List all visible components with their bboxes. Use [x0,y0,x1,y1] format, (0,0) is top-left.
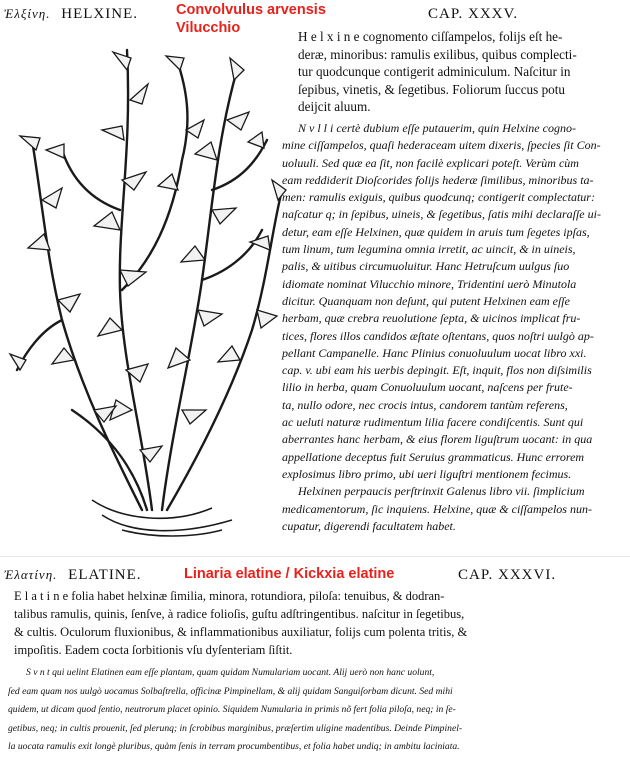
text-line: deræ, minoribus: ramulis exilibus, quibus complecti- [298,46,577,62]
comment-line: ta, nullo odore, nec crocis intus, candorem tantùm referens, [282,397,568,412]
text-line: impoſitis. Eadem cocta ſorbitionis vſu dyſenteriam ſiſtit. [14,643,293,657]
chapter-header-2 [4,567,142,584]
comment-line: tum linum, tum legumina omnia irretit, ac uincit, & in uineis, [282,242,576,257]
section-divider [0,556,630,557]
identification-label: Linaria elatine / Kickxia elatine [184,566,395,582]
comment-line: dicitur. Quanquam non deſunt, qui putent Helxinen eam eſſe [282,293,570,308]
commentary-block-2 [8,664,462,757]
comment-line: eam reddiderit Dioſcorides folijs hederæ ſimilibus, minoribus ta- [282,172,594,187]
comment-line: mine ciſſampelos, quaſi hederaceam uitem dixeris, ſpecies ſit Con- [282,138,601,153]
latin-name: HELXINE. [61,6,138,22]
comment-line: men: ramulis exiguis, quibus quodcunq; contigerit complectatur: [282,190,595,205]
comment-line: palis, & uitibus circumuoluitur. Hanc Hetruſcum uulgus ſuo [282,259,570,274]
comment-line: Helxinen perpaucis perſtrinxit Galenus libro vii. ſimplicium [298,484,585,499]
comment-line: la uocata ramulis exit longè pluribus, quàm ſenis in terram procumbentibus, et folia habet undiq; in ambitu laciniata. [8,741,460,752]
comment-line: medicamentorum, ſic inquiens. Helxine, quæ & ciſſampelos nun- [282,501,592,516]
comment-line: appellatione deceptus fuit Seruius grammaticus. Hunc errorem [282,449,585,464]
text-line: ſepibus, vinetis, & ſegetibus. Foliorum ſuccus potu [298,81,566,97]
chapter-number: CAP. XXXVI. [458,567,557,583]
chapter-number: CAP. XXXV. [428,6,519,22]
main-text-block-1 [298,28,577,116]
plant-woodcut-illustration [2,30,292,540]
comment-line: pellant Campanelle. Hanc Plinius conuoluulum uocat libro xxi. [282,345,587,360]
comment-line: naſcatur q; in ſepibus, uineis, & ſegetibus, ſatis mihi declaraſſe ui- [282,207,601,222]
comment-line: aberrantes hanc herbam, & eius florem liguſtrum uocant: in qua [282,432,593,447]
comment-line: quidem, ut dicam quod ſentio, neutrorum placet opinio. Siquidem Numularia in primis nõ fert folia piloſa, neq; in ſe- [8,704,456,715]
comment-line: explosimus libro primo, ubi ueri liguſtri mentionem fecimus. [282,466,572,481]
greek-name: Ἐλατίνη. [4,567,58,582]
commentary-block-1 [282,120,601,535]
text-line: tur quodcunque contigerit adminiculum. Naſcitur in [298,64,571,79]
text-line: H e l x i n e cognomento ciſſampelos, folijs eſt he- [298,29,563,44]
comment-line: S v n t qui uelint Elatinen eam eſſe plantam, quam quidam Numulariam uocant. Alij uerò non hanc uolunt, [26,667,435,678]
comment-line: ac ueluti naturæ rudimentum lilia facere condiſcentis. Sunt qui [282,415,584,430]
comment-line: cap. v. ubi eam his uerbis depingit. Eſt, inquit, flos non diſsimilis [282,363,592,378]
comment-line: getibus, neq; in cultis prouenit, ſed plerunq; in ſcrobibus marginibus, præſertim uligine madentibus. Deinde Pimpinel- [8,722,463,734]
text-line: & cultis. Oculorum fluxionibus, & inflammationibus auxiliatur, folijs cum polenta tritis, & [14,625,468,639]
chapter-header-1 [4,6,138,23]
comment-line: herbam, quæ crebra reuolutione ſepta, & uicinos implicat fru- [282,311,581,326]
text-line: talibus ramulis, quinis, ſenſve, à radice folioſis, guſtu adſtringentibus. naſcitur in ſegetibus, [14,607,465,621]
comment-line: idiomate nominat Vilucchio minore, Tridentini uerò Minutola [282,276,577,291]
main-text-block-2 [14,587,467,659]
comment-line: tices, flores illos candidos æſtate oſtentans, quos noſtri uulgò ap- [282,328,594,343]
comment-line: lilio in herba, quam Conuoluulum uocant, naſcens per frute- [282,380,573,395]
identification-label: Convolvulus arvensis [176,2,326,18]
latin-name: ELATINE. [68,567,142,583]
greek-name: Ἐλξίνη. [4,6,51,21]
comment-line: ſed eam quam nos uulgò uocamus Solbaſtrella, officinæ Pimpinellam, & alij quidam Sanguiſorbam dicunt. Sed mihi [8,685,453,697]
comment-line: detur, eam eſſe Helxinen, quæ quidem in aruis tum ſegetes ipſas, [282,224,590,239]
identification-label-common: Vilucchio [176,20,241,36]
comment-line: N v l l i certè dubium eſſe putauerim, quin Helxine cogno- [298,121,576,135]
text-line: E l a t i n e folia habet helxinæ ſimilia, minora, rotundiora, piloſa: tenuibus, & dodran- [14,589,445,603]
comment-line: cupatur, digerendi facultatem habet. [282,518,456,533]
text-line: deijcit aluum. [298,99,371,114]
comment-line: uoluuli. Sed quæ ea ſit, non facilè explicari poteſt. Verùm cùm [282,155,579,170]
